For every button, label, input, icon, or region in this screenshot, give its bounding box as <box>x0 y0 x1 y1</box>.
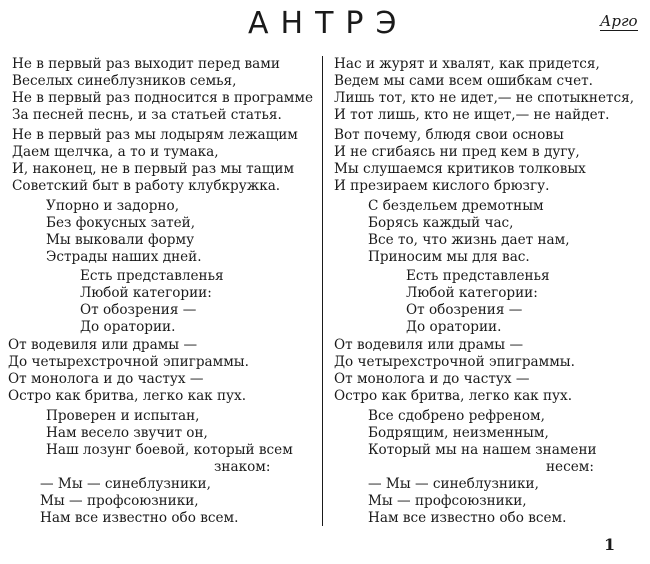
verse-line: Лишь тот, кто не идет,— не спотыкнется, <box>334 90 635 106</box>
verse-line: Остро как бритва, легко как пух. <box>8 388 247 404</box>
author-signature: Арго <box>600 12 638 30</box>
verse-line: Советский быт в работу клубкружка. <box>12 178 281 194</box>
verse-line: Который мы на нашем знамени <box>368 442 597 458</box>
verse-line: — Мы — синеблузники, <box>368 476 539 492</box>
verse-line: Борясь каждый час, <box>368 215 514 231</box>
verse-line: И, наконец, не в первый раз мы тащим <box>12 161 295 177</box>
verse-line: От обозрения — <box>80 302 197 318</box>
verse-line: Эстрады наших дней. <box>46 249 202 265</box>
verse-line: До оратории. <box>80 319 176 335</box>
verse-line: Без фокусных затей, <box>46 215 196 231</box>
verse-line: Не в первый раз подносится в программе <box>12 90 314 106</box>
poem-title: АНТРЭ <box>248 6 409 41</box>
verse-line: До четырехстрочной эпиграммы. <box>8 354 249 370</box>
verse-line: Есть представленья <box>80 268 224 284</box>
verse-line: Бодрящим, неизменным, <box>368 425 549 441</box>
verse-line: Нам все известно обо всем. <box>368 510 567 526</box>
verse-line: Упорно и задорно, <box>46 198 180 214</box>
verse-line: За песней песнь, и за статьей статья. <box>12 107 282 123</box>
verse-line: И не сгибаясь ни пред кем в дугу, <box>334 144 580 160</box>
verse-line: От монолога и до частух — <box>334 371 530 387</box>
verse-line: С бездельем дремотным <box>368 198 544 214</box>
verse-line: От обозрения — <box>406 302 523 318</box>
verse-line: Мы слушаемся критиков толковых <box>334 161 586 177</box>
verse-line: Мы — профсоюзники, <box>40 493 199 509</box>
verse-line: Нам все известно обо всем. <box>40 510 239 526</box>
verse-line: Остро как бритва, легко как пух. <box>334 388 573 404</box>
verse-line: Нам весело звучит он, <box>46 425 208 441</box>
verse-line: Приносим мы для вас. <box>368 249 530 265</box>
verse-line: От монолога и до частух — <box>8 371 204 387</box>
verse-line: Все то, что жизнь дает нам, <box>368 232 570 248</box>
verse-line: И презираем кислого брюзгу. <box>334 178 550 194</box>
verse-line: Не в первый раз выходит перед вами <box>12 56 280 72</box>
verse-line: Даем щелчка, а то и тумака, <box>12 144 219 160</box>
verse-line: Есть представленья <box>406 268 550 284</box>
verse-line: — Мы — синеблузники, <box>40 476 211 492</box>
verse-line: От водевиля или драмы — <box>334 337 524 353</box>
verse-line: Мы выковали форму <box>46 232 195 248</box>
verse-line: Веселых синеблузников семья, <box>12 73 237 89</box>
verse-line: Наш лозунг боевой, который всем <box>46 442 293 458</box>
verse-line: Вот почему, блюдя свои основы <box>334 127 564 143</box>
verse-line: Любой категории: <box>80 285 212 301</box>
verse-line: Не в первый раз мы лодырям лежащим <box>12 127 298 143</box>
column-divider <box>322 56 323 526</box>
verse-line: Любой категории: <box>406 285 538 301</box>
verse-line: Мы — профсоюзники, <box>368 493 527 509</box>
verse-line: До четырехстрочной эпиграммы. <box>334 354 575 370</box>
verse-line: Все сдобрено рефреном, <box>368 408 545 424</box>
verse-line: И тот лишь, кто не ищет,— не найдет. <box>334 107 610 123</box>
verse-line: Ведем мы сами всем ошибкам счет. <box>334 73 593 89</box>
verse-line: До оратории. <box>406 319 502 335</box>
page-number: 1 <box>604 535 616 554</box>
verse-line: От водевиля или драмы — <box>8 337 198 353</box>
verse-line: Нас и журят и хвалят, как придется, <box>334 56 600 72</box>
verse-line: знаком: <box>214 459 271 475</box>
verse-line: несем: <box>546 459 594 475</box>
verse-line: Проверен и испытан, <box>46 408 200 424</box>
